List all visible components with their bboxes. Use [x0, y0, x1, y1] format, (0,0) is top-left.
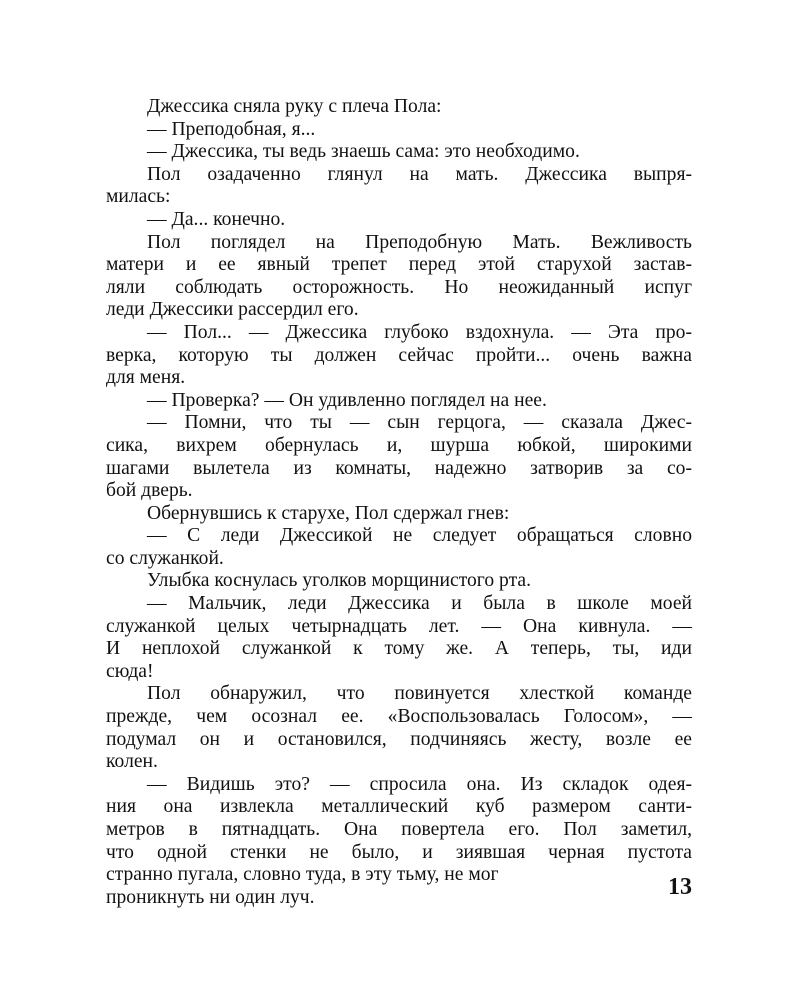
text-line: шагами вылетела из комнаты, надежно затворив за со- — [106, 457, 692, 479]
text-line: — Помни, что ты — сын герцога, — сказала Джес- — [147, 412, 692, 434]
text-line: Пол озадаченно глянул на мать. Джессика выпря- — [147, 163, 692, 185]
text-line: верка, которую ты должен сейчас пройти... очень важна — [106, 344, 692, 366]
text-line: Пол обнаружил, что повинуется хлесткой команде — [147, 683, 692, 705]
text-line: — Проверка? — Он удивленно поглядел на нее. — [147, 389, 547, 411]
text-line: — С леди Джессикой не следует обращаться словно — [147, 525, 692, 547]
text-line: И неплохой служанкой к тому же. А теперь, ты, иди — [106, 638, 692, 660]
text-line: подумал он и остановился, подчиняясь жесту, возле ее — [106, 728, 692, 750]
page-number: 13 — [668, 874, 692, 900]
text-line: Пол поглядел на Преподобную Мать. Вежливость — [147, 231, 692, 253]
text-line: сюда! — [106, 660, 154, 682]
text-line: — Джессика, ты ведь знаешь сама: это необходимо. — [147, 141, 580, 163]
text-line: прежде, чем осознал ее. «Воспользовалась Голосом», — — [106, 706, 692, 728]
text-line: проникнуть ни один луч. — [106, 886, 315, 908]
text-line: со служанкой. — [106, 547, 224, 569]
text-line: — Мальчик, леди Джессика и была в школе моей — [147, 593, 692, 615]
body-text — [106, 96, 692, 909]
text-line: для меня. — [106, 367, 186, 389]
text-line: матери и ее явный трепет перед этой старухой застав- — [106, 254, 692, 276]
text-line: — Пол... — Джессика глубоко вздохнула. — Эта про- — [147, 321, 692, 343]
text-line: Улыбка коснулась уголков морщинистого рта. — [147, 570, 531, 592]
text-line: метров в пятнадцать. Она повертела его. Пол заметил, — [106, 819, 692, 840]
text-line: что одной стенки не было, и зиявшая черная пустота — [106, 841, 692, 863]
text-line: ляли соблюдать осторожность. Но неожиданный испуг — [106, 276, 692, 298]
text-line: ния она извлекла металлический куб размером санти- — [106, 796, 692, 818]
text-line: — Да... конечно. — [147, 208, 286, 230]
text-line: Обернувшись к старухе, Пол сдержал гнев: — [147, 502, 510, 524]
text-line: — Преподобная, я... — [147, 118, 316, 140]
text-line: служанкой целых четырнадцать лет. — Она кивнула. — — [106, 615, 692, 637]
text-line: Джессика сняла руку с плеча Пола: — [147, 96, 442, 117]
text-line: леди Джессики рассердил его. — [106, 299, 359, 321]
text-line: милась: — [106, 186, 171, 208]
text-line: колен. — [106, 751, 158, 773]
text-line: сика, вихрем обернулась и, шурша юбкой, широкими — [106, 434, 692, 456]
text-line: бой дверь. — [106, 480, 193, 502]
text-line: — Видишь это? — спросила она. Из складок одея- — [147, 773, 692, 795]
text-line: странно пугала, словно туда, в эту тьму, не мог — [106, 864, 499, 886]
